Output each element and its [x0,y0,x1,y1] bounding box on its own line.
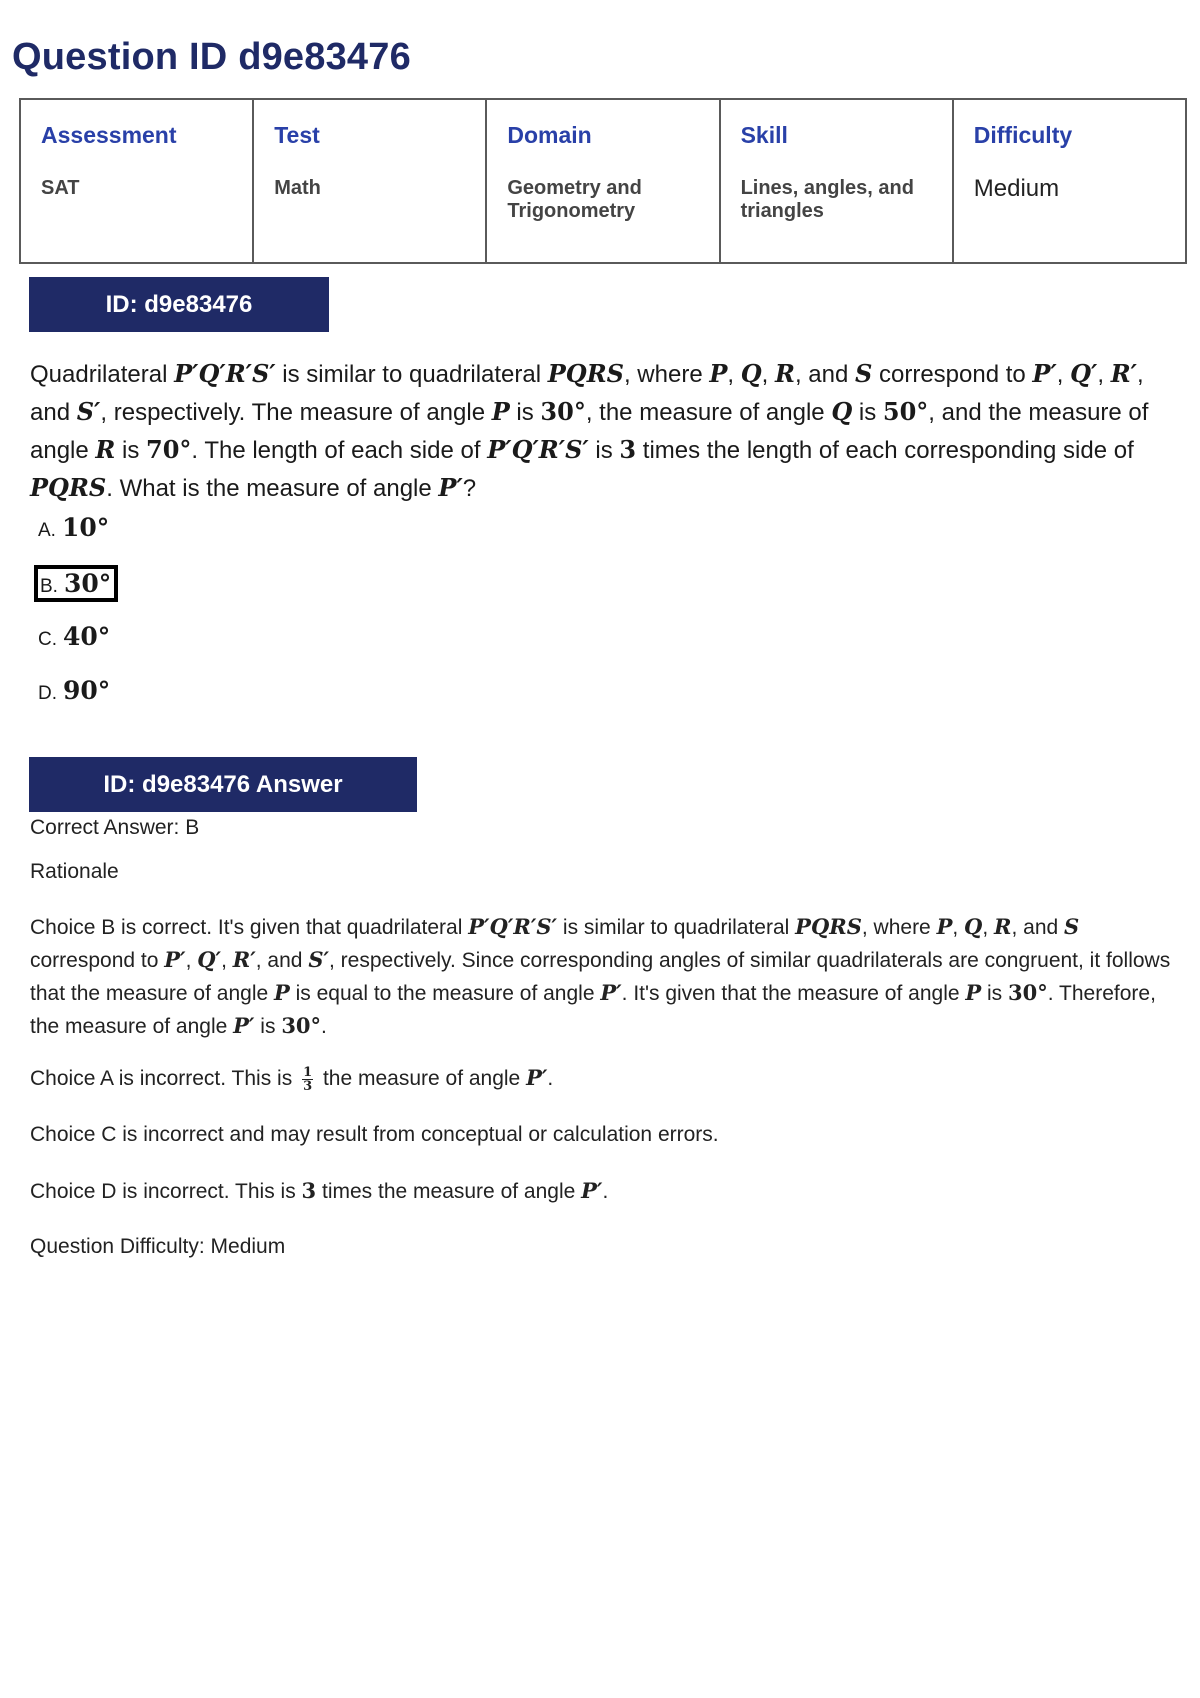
metadata-table [19,98,1187,264]
choice-letter: A. [38,520,56,541]
meta-cell-difficulty [953,99,1186,263]
rationale-choice-b: Choice B is correct. It's given that quadrilateral P′Q′R′S′ is similar to quadrilateral PQRS, where P, Q, R, and S correspond to P′, Q′, R′, and S′, respectively. Since corresponding angles of similar quadrilaterals are congruent, it follows that the measure of angle P is equal to the measure of angle P′. It's given that the measure of angle P is 30°. Therefore, the measure of angle P′ is 30°. [30,914,1171,1038]
question-text: Quadrilateral P′Q′R′S′ is similar to quadrilateral PQRS, where P, Q, R, and S correspond to P′, Q′, R′, and S′, respectively. The measure of angle P is 30°, the measure of angle Q is 50°, and the measure of angle R is 70°. The length of each side of P′Q′R′S′ is 3 times the length of each corresponding side of PQRS. What is the measure of angle P′? [30,359,1149,502]
meta-value: SAT [41,177,80,199]
choice-letter: C. [38,629,57,650]
choice-value: 90° [63,676,111,705]
fraction-one-third: $\frac{1}{3}$ [303,1064,313,1094]
rationale-choice-d: Choice D is incorrect. This is 3 times the measure of angle P′. [30,1178,609,1203]
rationale-choice-a: Choice A is incorrect. This is $\frac{1}{3}$ the measure of angle P′. [30,1064,554,1094]
meta-value: Geometry and Trigonometry [507,177,642,222]
choice-value: 10° [61,513,110,542]
choice-value: 40° [63,622,111,651]
meta-heading: Assessment [41,122,177,148]
meta-cell-assessment [20,99,253,263]
choice-a[interactable] [38,513,109,542]
rationale-choice-c: Choice C is incorrect and may result from conceptual or calculation errors. [30,1123,719,1146]
rationale-label: Rationale [30,860,119,883]
choice-b[interactable] [34,565,118,602]
meta-cell-skill [720,99,953,263]
meta-heading: Domain [507,122,592,148]
question-difficulty: Question Difficulty: Medium [30,1235,286,1258]
meta-heading: Difficulty [973,122,1073,148]
choice-letter: D. [38,683,57,704]
choice-c[interactable] [38,622,110,651]
choice-value: 30° [63,569,112,598]
meta-heading: Skill [740,122,788,148]
meta-value: Math [274,177,321,199]
correct-answer: Correct Answer: B [30,816,200,839]
choice-d[interactable] [38,676,110,705]
meta-value: Lines, angles, and triangles [740,177,914,222]
meta-heading: Test [274,122,320,148]
page-title: Question ID d9e83476 [12,36,411,78]
choice-letter: B. [40,576,58,597]
meta-cell-domain [486,99,719,263]
question-id-bar: ID: d9e83476 [29,277,329,332]
meta-cell-test [253,99,486,263]
meta-value: Medium [973,175,1060,202]
answer-id-bar: ID: d9e83476 Answer [29,757,417,812]
